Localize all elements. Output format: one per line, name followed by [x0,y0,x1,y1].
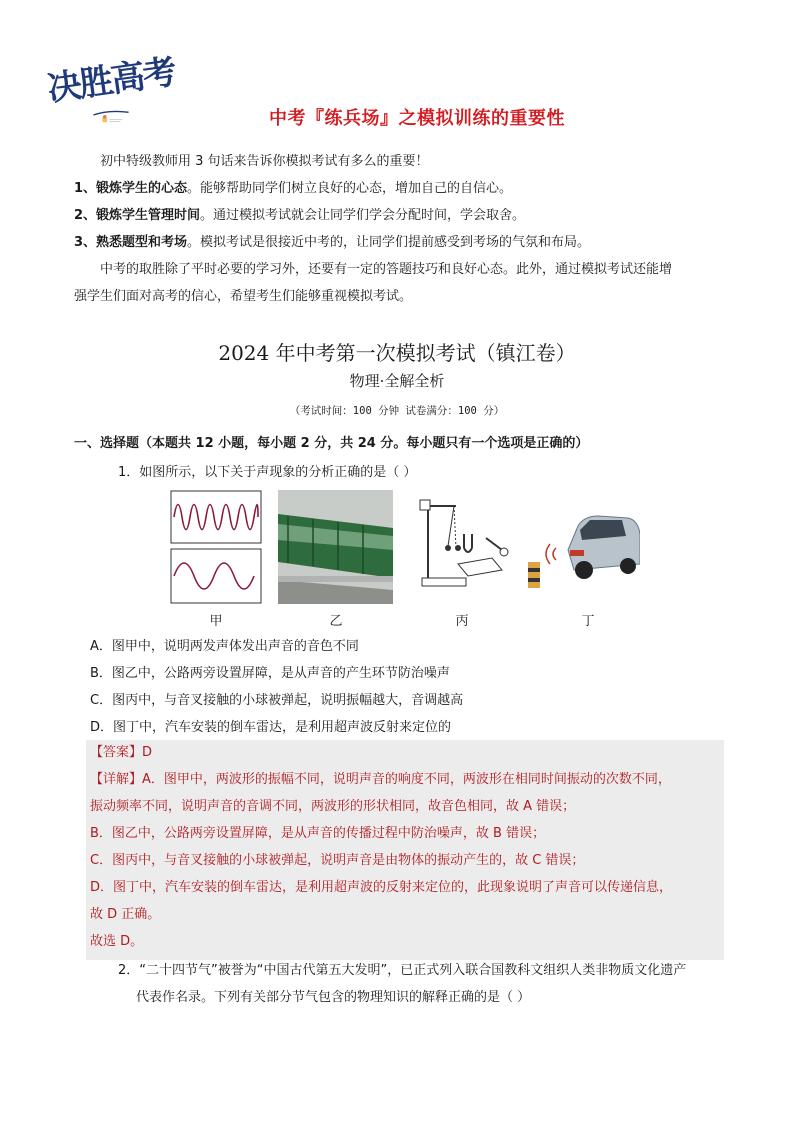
question-2-stem-line-2: 代表作名录。下列有关部分节气包含的物理知识的解释正确的是（ ） [136,990,531,1005]
point-label: 3、熟悉题型和考场 [74,235,188,250]
question-1-figures [170,490,640,630]
option-b: B．图乙中，公路两旁设置屏障，是从声音的产生环节防治噪声 [90,666,450,681]
question-1-stem: 1．如图所示，以下关于声现象的分析正确的是（ ） [118,465,417,480]
exam-info: （考试时间：100 分钟 试卷满分：100 分） [289,405,505,417]
detail-line-3: B．图乙中，公路两旁设置屏障，是从声音的传播过程中防治噪声，故 B 错误； [90,826,546,841]
fig-label-jia: 甲 [209,614,223,629]
detail-line-6: 故 D 正确。 [90,907,161,922]
promo-title: 中考『练兵场』之模拟训练的重要性 [269,108,565,129]
point-text: 。通过模拟考试就会让同学们学会分配时间，学会取舍。 [200,208,526,223]
exam-subtitle: 物理·全解全析 [349,372,445,390]
point-text: 。模拟考试是很接近中考的，让同学们提前感受到考场的气氛和布局。 [187,235,591,250]
promo-closing-line-2: 强学生们面对高考的信心，希望考生们能够重视模拟考试。 [74,289,413,304]
detail-line-1 [90,771,730,789]
point-text: 。能够帮助同学们树立良好的心态，增加自己的自信心。 [187,181,513,196]
car-radar-figure [518,490,640,604]
tuning-fork-figure [406,490,516,604]
point-label: 1、锻炼学生的心态 [74,181,188,196]
fig-label-yi: 乙 [329,614,343,629]
promo-closing-line-1: 中考的取胜除了平时必要的学习外，还要有一定的答题技巧和良好心态。此外，通过模拟考试还能增 [100,262,673,277]
promo-point-2 [74,207,724,225]
question-2-stem-line-1: 2．“二十四节气”被誉为“中国古代第五大发明”，已正式列入联合国教科文组织人类非物质文化遗产 [118,963,687,978]
detail-text: A．图甲中，两波形的振幅不同，说明声音的响度不同，两波形在相同时间振动的次数不同， [142,772,671,787]
exam-title: 2024 年中考第一次模拟考试（镇江卷） [218,341,576,365]
fig-label-bing: 丙 [455,614,469,629]
logo-text: 决胜高考 [45,52,178,110]
option-a: A．图甲中，说明两发声体发出声音的音色不同 [90,639,359,654]
section-heading: 一、选择题（本题共 12 小题，每小题 2 分，共 24 分。每小题只有一个选项是正确的） [74,436,589,451]
option-d: D．图丁中，汽车安装的倒车雷达，是利用超声波反射来定位的 [90,720,452,735]
waveform-figure [170,490,262,604]
option-c: C．图丙中，与音叉接触的小球被弹起，说明振幅越大，音调越高 [90,693,464,708]
detail-line-2: 振动频率不同，说明声音的音调不同，两波形的形状相同，故音色相同，故 A 错误； [90,799,576,814]
highway-barrier-figure [278,490,393,604]
answer-line: 【答案】D [90,745,153,760]
detail-line-5: D．图丁中，汽车安装的倒车雷达，是利用超声波的反射来定位的，此现象说明了声音可以传递信息， [90,880,673,895]
promo-point-1 [74,180,724,198]
fig-label-ding: 丁 [581,614,595,629]
point-label: 2、锻炼学生管理时间 [74,208,201,223]
detail-line-4: C．图丙中，与音叉接触的小球被弹起，说明声音是由物体的振动产生的，故 C 错误； [90,853,585,868]
detail-tag: 【详解】 [90,772,143,787]
detail-line-7: 故选 D。 [90,934,144,949]
promo-intro: 初中特级教师用 3 句话来告诉你模拟考试有多么的重要！ [100,154,429,169]
promo-point-3 [74,234,724,252]
